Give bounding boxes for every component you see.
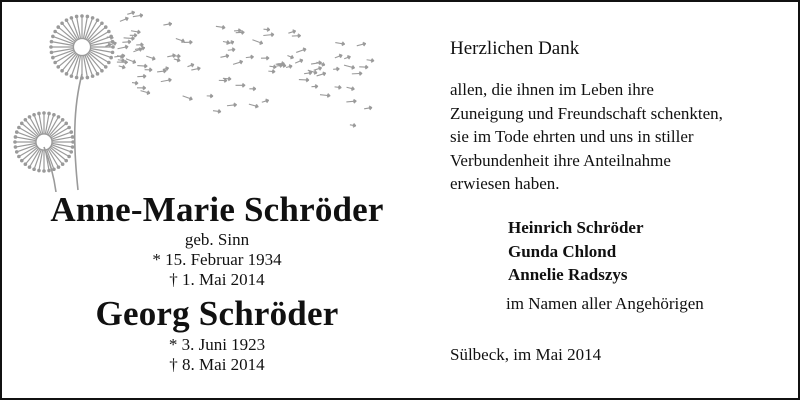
thanks-title: Herzlichen Dank <box>450 38 580 59</box>
on-behalf-text: im Namen aller Angehörigen <box>506 294 704 313</box>
maiden-name: geb. Sinn <box>184 230 250 249</box>
death-date-1: † 1. Mai 2014 <box>169 270 265 289</box>
death-date-2: † 8. Mai 2014 <box>169 355 265 374</box>
deceased-name-2: Georg Schröder <box>95 294 339 333</box>
thanks-text-line: erwiesen haben. <box>450 174 560 193</box>
thanks-text-line: Verbundenheit ihre Anteilnahme <box>450 150 671 170</box>
thanks-text <box>450 78 790 196</box>
thanks-text-line: Zuneigung und Freundschaft schenkten, <box>450 103 723 123</box>
signer-name: Heinrich Schröder <box>508 218 644 237</box>
signer-name: Gunda Chlond <box>508 241 617 261</box>
birth-date-1: * 15. Februar 1934 <box>152 250 282 269</box>
dandelion-seeds-icon <box>2 2 432 192</box>
signer-name: Annelie Radszys <box>508 265 628 284</box>
thanks-text-line: allen, die ihnen im Leben ihre <box>450 80 654 99</box>
place-date: Sülbeck, im Mai 2014 <box>450 345 602 364</box>
deceased-name-1: Anne-Marie Schröder <box>50 190 384 229</box>
thanks-text-line: sie im Tode ehrten und uns in stiller <box>450 127 694 146</box>
deceased-column <box>2 2 432 398</box>
thanks-column <box>450 2 790 398</box>
birth-date-2: * 3. Juni 1923 <box>168 335 266 354</box>
signers-list <box>508 216 644 287</box>
